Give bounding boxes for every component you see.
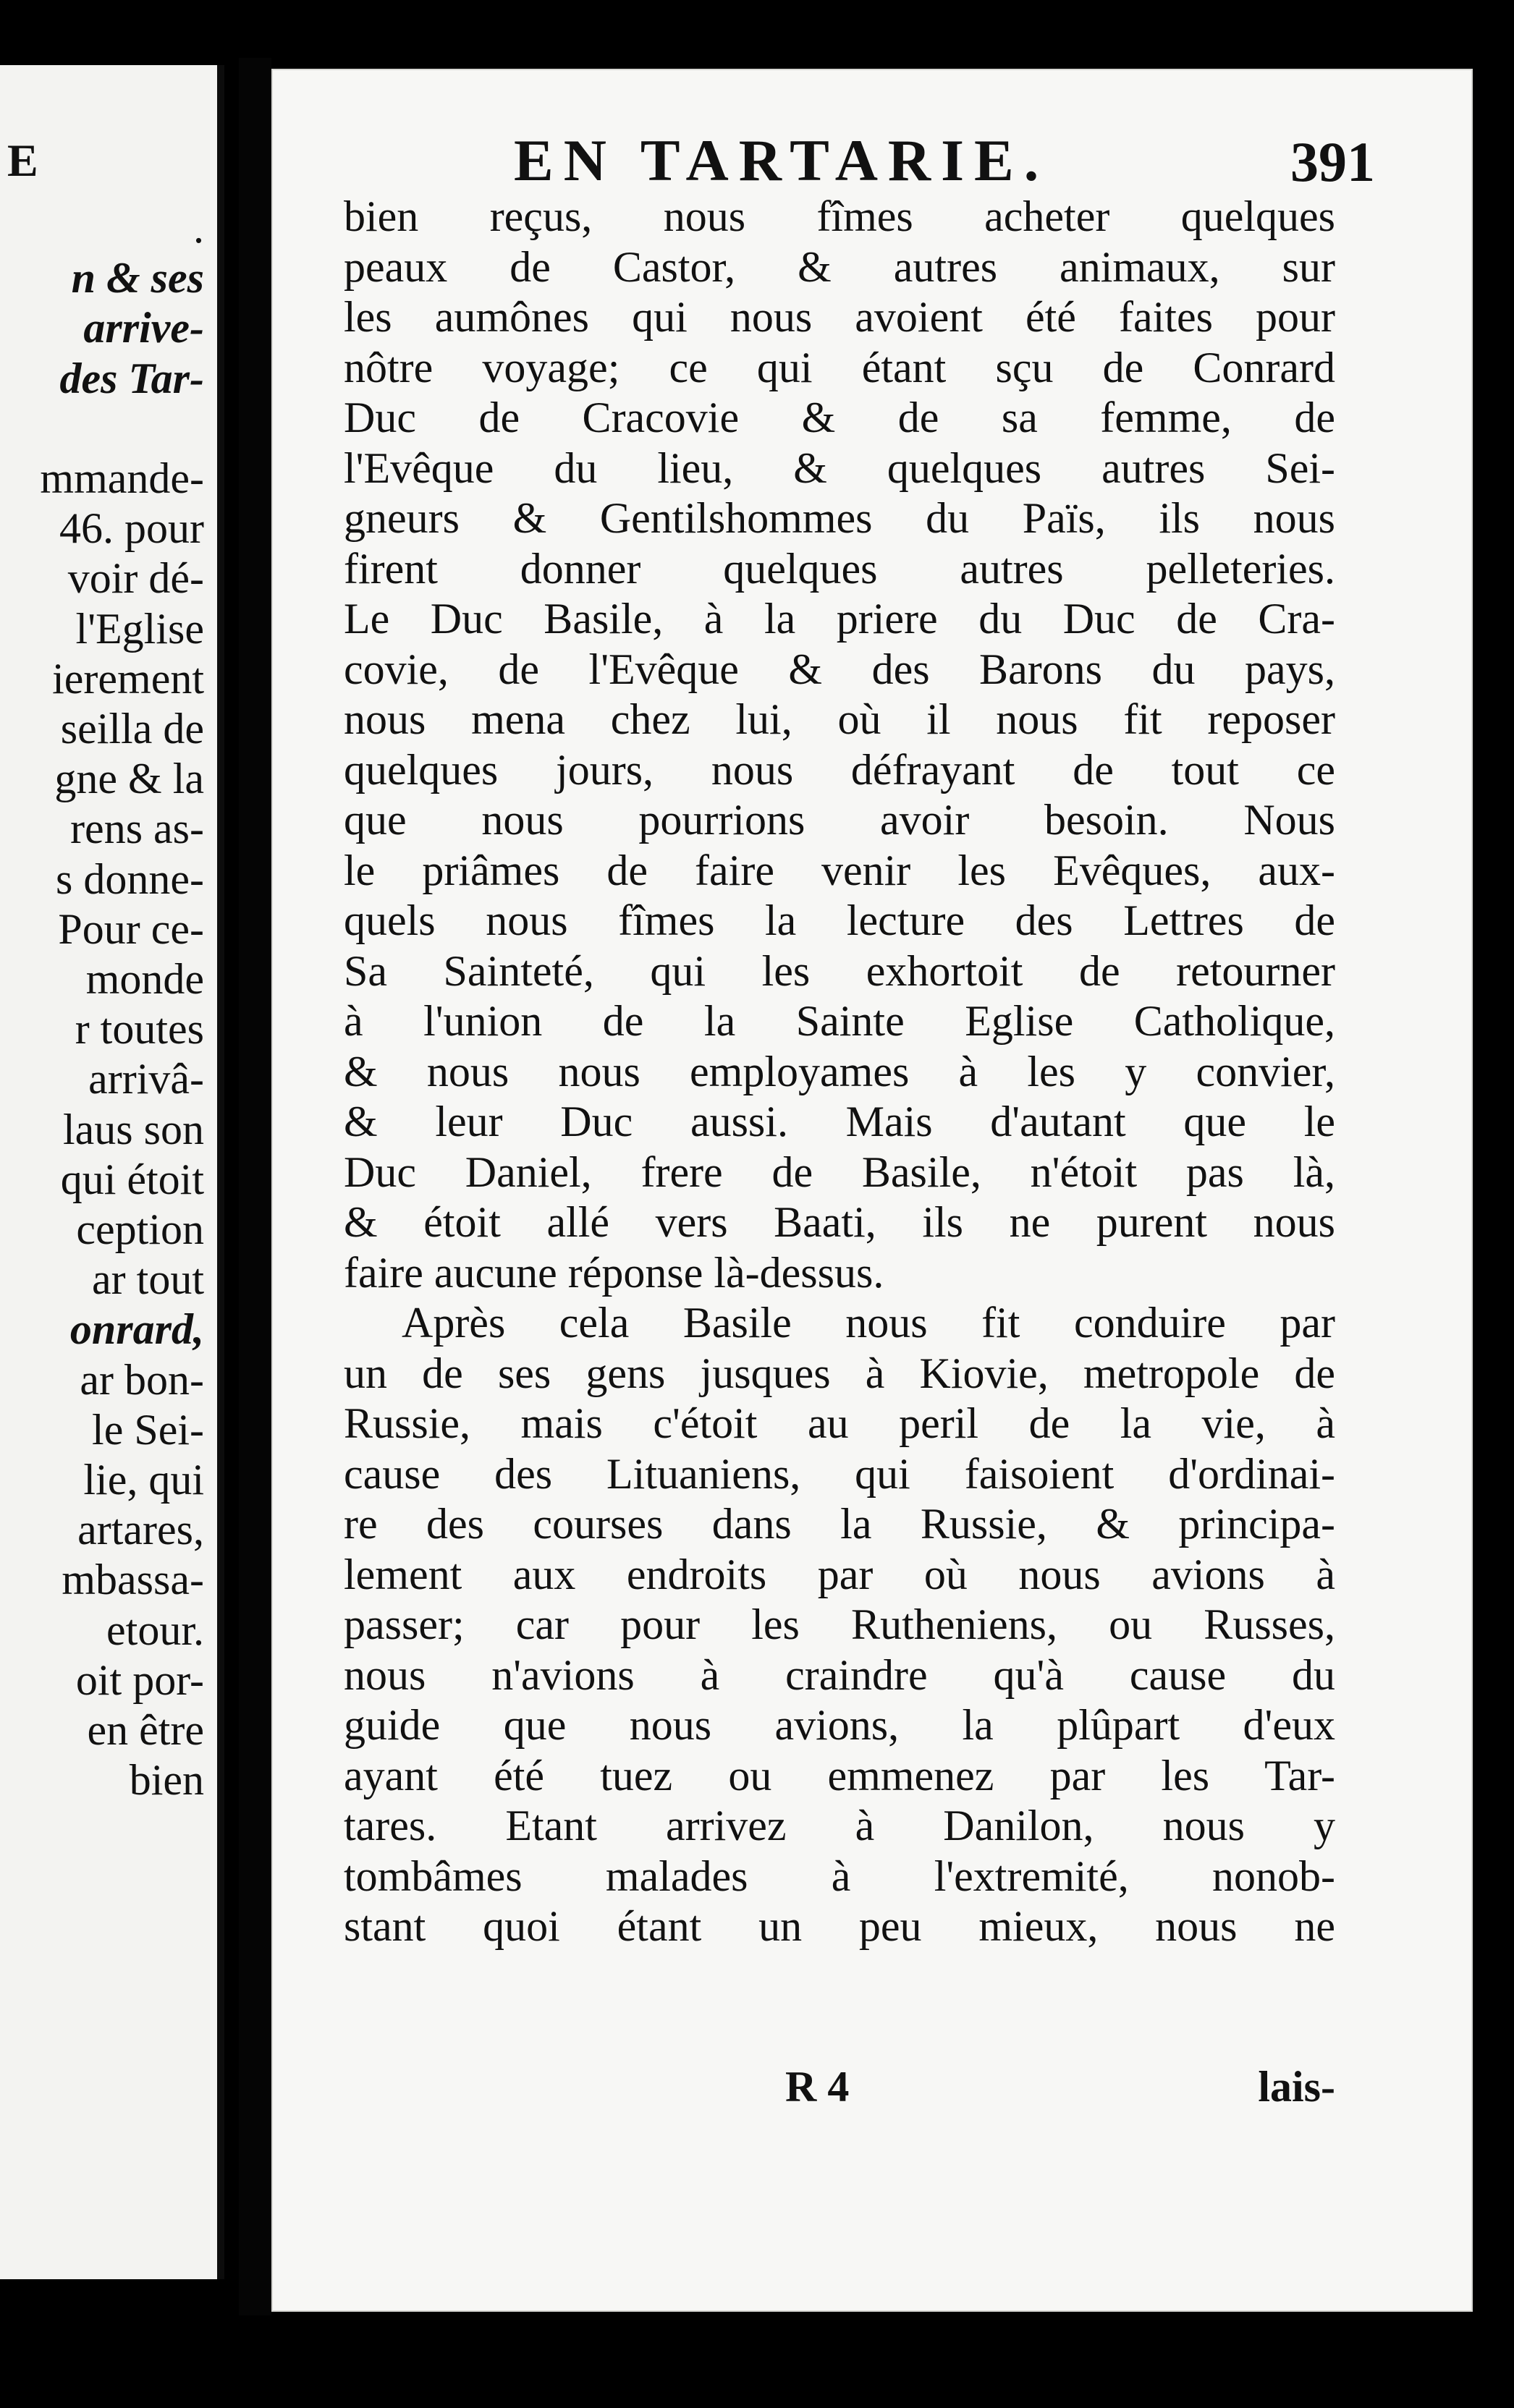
left-text-line: gne & la: [54, 755, 204, 803]
left-text-line: r toutes: [75, 1005, 204, 1054]
left-text-line: .: [193, 204, 204, 252]
text-line: firent donner quelques autres pelleteries.: [344, 544, 1335, 593]
left-text-line: artares,: [77, 1506, 204, 1554]
left-text-line: ierement: [52, 654, 204, 703]
text-line: Duc de Cracovie & de sa femme, de: [344, 394, 1335, 441]
text-line: nous n'avions à craindre qu'à cause du: [344, 1650, 1335, 1699]
left-text-line: mmande-: [40, 454, 204, 502]
book-gutter: [239, 58, 271, 2315]
text-line: covie, de l'Evêque & des Barons du pays,: [344, 645, 1335, 693]
text-line: & nous nous employames à les y convier,: [344, 1047, 1335, 1095]
left-text-line: lie, qui: [83, 1456, 204, 1504]
text-line: ayant été tuez ou emmenez par les Tar-: [344, 1751, 1335, 1799]
text-line: un de ses gens jusques à Kiovie, metropole de: [344, 1349, 1335, 1397]
left-text-line: Pour ce-: [58, 904, 204, 953]
text-line: à l'union de la Sainte Eglise Catholique,: [344, 997, 1335, 1045]
body-text: [344, 192, 1335, 1952]
left-text-line: s donne-: [56, 855, 204, 903]
signature-mark: R 4: [785, 2063, 850, 2111]
text-line: faire aucune réponse là-dessus.: [344, 1248, 884, 1297]
text-line: lement aux endroits par où nous avions à: [344, 1550, 1335, 1598]
text-line: Duc Daniel, frere de Basile, n'étoit pas là,: [344, 1148, 1335, 1196]
left-text-line: voir dé-: [67, 554, 204, 603]
left-text-line: l'Eglise: [75, 604, 204, 653]
left-text-line: ar bon-: [80, 1355, 204, 1404]
right-page: [271, 69, 1473, 2312]
text-line: quelques jours, nous défrayant de tout ce: [344, 745, 1335, 794]
left-running-head-fragment: E: [7, 135, 44, 186]
left-text-line: seilla de: [60, 705, 204, 752]
left-text-line: monde: [85, 955, 204, 1003]
text-line: tares. Etant arrivez à Danilon, nous y: [344, 1802, 1335, 1849]
left-text-line: laus son: [63, 1105, 204, 1153]
text-line: peaux de Castor, & autres animaux, sur: [344, 242, 1335, 291]
left-text-line: mbassa-: [62, 1556, 204, 1604]
text-line: que nous pourrions avoir besoin. Nous: [344, 796, 1335, 844]
catchword: lais-: [1258, 2063, 1335, 2111]
text-line: le priâmes de faire venir les Evêques, aux-: [344, 846, 1335, 894]
left-page-fragment: [0, 65, 224, 2279]
text-line: les aumônes qui nous avoient été faites pour: [344, 293, 1335, 341]
left-text-line: des Tar-: [59, 354, 204, 402]
text-line: & leur Duc aussi. Mais d'autant que le: [344, 1098, 1335, 1145]
text-line: Le Duc Basile, à la priere du Duc de Cra-: [344, 595, 1335, 643]
text-line: tombâmes malades à l'extremité, nonob-: [344, 1852, 1335, 1900]
left-text-line: arrive-: [83, 304, 204, 352]
page-number: 391: [1290, 130, 1375, 193]
left-text-line: ar tout: [92, 1255, 204, 1304]
left-text-line: bien: [129, 1756, 204, 1805]
text-line: Russie, mais c'étoit au peril de la vie, à: [344, 1399, 1335, 1447]
page-footer: [344, 2062, 1335, 2113]
text-line: & étoit allé vers Baati, ils ne purent nous: [344, 1198, 1335, 1246]
left-text-line: n & ses: [71, 254, 204, 302]
text-line: stant quoi étant un peu mieux, nous ne: [344, 1902, 1335, 1950]
text-line: nous mena chez lui, où il nous fit reposer: [344, 695, 1335, 743]
text-line: bien reçus, nous fîmes acheter quelques: [344, 192, 1335, 240]
text-line: nôtre voyage; ce qui étant sçu de Conrard: [344, 343, 1335, 391]
left-text-line: arrivâ-: [88, 1055, 204, 1103]
left-text-line: le Sei-: [92, 1405, 204, 1454]
text-line: cause des Lituaniens, qui faisoient d'ordinai-: [344, 1449, 1335, 1498]
left-text-line: ception: [76, 1205, 204, 1253]
text-line: quels nous fîmes la lecture des Lettres de: [344, 896, 1335, 944]
text-line: passer; car pour les Rutheniens, ou Russes,: [344, 1601, 1335, 1648]
left-text-line: 46. pour: [59, 504, 204, 553]
left-text-line: etour.: [106, 1606, 204, 1654]
text-line: l'Evêque du lieu, & quelques autres Sei-: [344, 444, 1335, 492]
text-line: Après cela Basile nous fit conduire par: [402, 1299, 1335, 1347]
left-text-line: oit por-: [75, 1656, 204, 1704]
text-line: re des courses dans la Russie, & principa-: [344, 1500, 1335, 1548]
running-head: EN TARTARIE.: [514, 127, 1049, 193]
text-line: guide que nous avions, la plûpart d'eux: [344, 1701, 1335, 1749]
left-text-line: en être: [87, 1706, 204, 1754]
text-line: gneurs & Gentilshommes du Païs, ils nous: [344, 494, 1335, 542]
left-text-line: qui étoit: [60, 1155, 204, 1203]
left-text-line: rens as-: [70, 805, 204, 853]
left-text-line: onrard,: [69, 1305, 204, 1354]
text-line: Sa Sainteté, qui les exhortoit de retourner: [344, 946, 1335, 995]
